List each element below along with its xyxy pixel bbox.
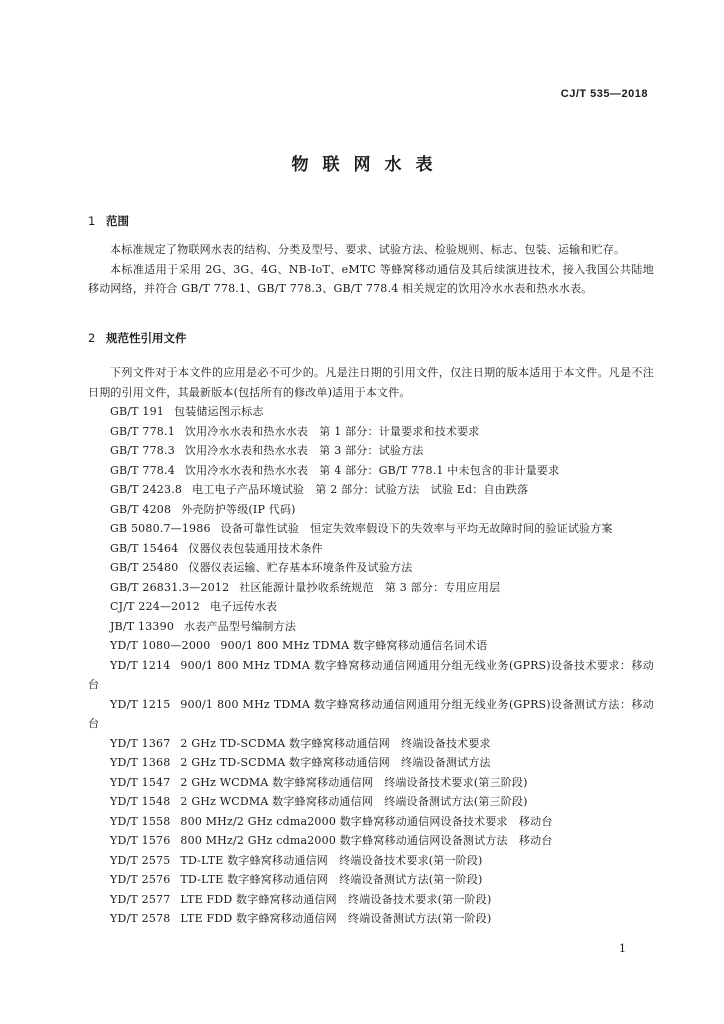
reference-title: 电子远传水表	[209, 600, 278, 613]
reference-code: YD/T 1558	[110, 814, 171, 828]
reference-title: 饮用冷水水表和热水水表 第 1 部分：计量要求和技术要求	[184, 424, 480, 438]
page-number: 1	[619, 942, 626, 955]
reference-code: YD/T 1368	[110, 756, 171, 769]
reference-item	[88, 480, 654, 500]
reference-item	[88, 461, 654, 481]
document-title: 物联网水表	[291, 155, 447, 175]
section-number: 2	[88, 331, 96, 345]
reference-title: TD-LTE 数字蜂窝移动通信网 终端设备技术要求(第一阶段)	[180, 853, 483, 867]
reference-code: YD/T 1080—2000	[110, 639, 211, 652]
standard-number: CJ/T 535—2018	[560, 88, 648, 100]
reference-item	[88, 422, 654, 442]
section-title: 范围	[106, 214, 129, 228]
reference-title: 仪器仪表包装通用技术条件	[188, 541, 323, 555]
reference-item	[88, 617, 654, 637]
reference-code: GB/T 778.3	[110, 444, 175, 457]
reference-title: 900/1 800 MHz TDMA 数字蜂窝移动通信网通用分组无线业务(GPRS)设备测试方法：移动台	[88, 697, 654, 730]
reference-code: GB/T 191	[110, 405, 165, 418]
reference-code: YD/T 2576	[110, 873, 171, 886]
reference-item	[88, 753, 654, 773]
reference-code: YD/T 1215	[110, 697, 171, 711]
reference-title: 800 MHz/2 GHz cdma2000 数字蜂窝移动通信网设备测试方法 移动台	[180, 834, 553, 847]
reference-title: LTE FDD 数字蜂窝移动通信网 终端设备测试方法(第一阶段)	[180, 912, 492, 925]
reference-item	[88, 734, 654, 754]
section-title: 规范性引用文件	[106, 331, 187, 345]
reference-item	[88, 519, 654, 539]
reference-item	[88, 539, 654, 559]
section-heading-scope	[88, 213, 129, 229]
section-heading-normative-references	[88, 330, 187, 346]
reference-item	[88, 695, 654, 734]
reference-code: YD/T 1214	[110, 658, 171, 672]
reference-title: 包装储运图示标志	[174, 405, 264, 418]
reference-item	[88, 812, 654, 832]
reference-code: GB/T 2423.8	[110, 483, 183, 496]
reference-item	[88, 851, 654, 871]
reference-item	[88, 441, 654, 461]
reference-code: GB/T 15464	[110, 541, 179, 555]
reference-code: YD/T 2578	[110, 912, 171, 925]
scope-body	[88, 240, 654, 299]
reference-code: YD/T 2575	[110, 853, 171, 867]
reference-title: 2 GHz WCDMA 数字蜂窝移动通信网 终端设备测试方法(第三阶段)	[180, 795, 528, 808]
reference-title: LTE FDD 数字蜂窝移动通信网 终端设备技术要求(第一阶段)	[180, 892, 492, 906]
reference-item	[88, 558, 654, 578]
reference-code: CJ/T 224—2012	[110, 600, 200, 613]
reference-item	[88, 656, 654, 695]
reference-title: 设备可靠性试验 恒定失效率假设下的失效率与平均无故障时间的验证试验方案	[220, 522, 613, 535]
reference-item	[88, 870, 654, 890]
reference-code: GB/T 26831.3—2012	[110, 580, 230, 594]
reference-item	[88, 909, 654, 929]
paragraph: 本标准适用于采用 2G、3G、4G、NB-IoT、eMTC 等蜂窝移动通信及其后续演进技术，接入我国公共陆地移动网络，并符合 GB/T 778.1、GB/T 778.3、GB/T 778.4 相关规定的饮用冷水水表和热水水表。	[88, 262, 654, 295]
reference-code: GB/T 778.4	[110, 463, 175, 477]
reference-title: 饮用冷水水表和热水水表 第 3 部分：试验方法	[184, 444, 424, 457]
reference-item	[88, 402, 654, 422]
reference-title: 水表产品型号编制方法	[184, 619, 297, 633]
reference-item	[88, 792, 654, 812]
reference-title: 2 GHz TD-SCDMA 数字蜂窝移动通信网 终端设备技术要求	[180, 736, 491, 750]
reference-title: 社区能源计量抄收系统规范 第 3 部分：专用应用层	[239, 580, 501, 594]
reference-code: YD/T 2577	[110, 892, 171, 906]
reference-title: 2 GHz WCDMA 数字蜂窝移动通信网 终端设备技术要求(第三阶段)	[180, 775, 528, 789]
reference-code: YD/T 1547	[110, 775, 171, 789]
reference-item	[88, 597, 654, 617]
paragraph: 下列文件对于本文件的应用是必不可少的。凡是注日期的引用文件，仅注日期的版本适用于本文件。凡是不注日期的引用文件，其最新版本(包括所有的修改单)适用于本文件。	[88, 366, 654, 399]
reference-code: GB/T 25480	[110, 561, 179, 574]
reference-item	[88, 500, 654, 520]
reference-item	[88, 578, 654, 598]
reference-title: 800 MHz/2 GHz cdma2000 数字蜂窝移动通信网设备技术要求 移动台	[180, 814, 553, 828]
reference-title: 900/1 800 MHz TDMA 数字蜂窝移动通信网通用分组无线业务(GPRS)设备技术要求：移动台	[88, 658, 654, 691]
reference-item	[88, 773, 654, 793]
reference-code: YD/T 1548	[110, 795, 171, 808]
reference-code: GB 5080.7—1986	[110, 522, 211, 535]
reference-title: 900/1 800 MHz TDMA 数字蜂窝移动通信名词术语	[220, 639, 488, 652]
reference-title: 2 GHz TD-SCDMA 数字蜂窝移动通信网 终端设备测试方法	[180, 756, 491, 769]
reference-code: YD/T 1367	[110, 736, 171, 750]
reference-code: JB/T 13390	[110, 619, 175, 633]
reference-title: 电工电子产品环境试验 第 2 部分：试验方法 试验 Ed：自由跌落	[192, 483, 529, 496]
reference-code: GB/T 778.1	[110, 424, 175, 438]
reference-code: GB/T 4208	[110, 502, 172, 516]
reference-title: 饮用冷水水表和热水水表 第 4 部分：GB/T 778.1 中未包含的非计量要求	[184, 463, 560, 477]
reference-code: YD/T 1576	[110, 834, 171, 847]
reference-item	[88, 831, 654, 851]
reference-item	[88, 636, 654, 656]
reference-title: 外壳防护等级(IP 代码)	[181, 502, 296, 516]
reference-item	[88, 890, 654, 910]
reference-title: TD-LTE 数字蜂窝移动通信网 终端设备测试方法(第一阶段)	[180, 873, 483, 886]
reference-list	[88, 402, 654, 929]
section-number: 1	[88, 214, 96, 228]
reference-title: 仪器仪表运输、贮存基本环境条件及试验方法	[188, 561, 413, 574]
references-intro	[88, 363, 654, 402]
paragraph: 本标准规定了物联网水表的结构、分类及型号、要求、试验方法、检验规则、标志、包装、运输和贮存。	[110, 243, 626, 256]
